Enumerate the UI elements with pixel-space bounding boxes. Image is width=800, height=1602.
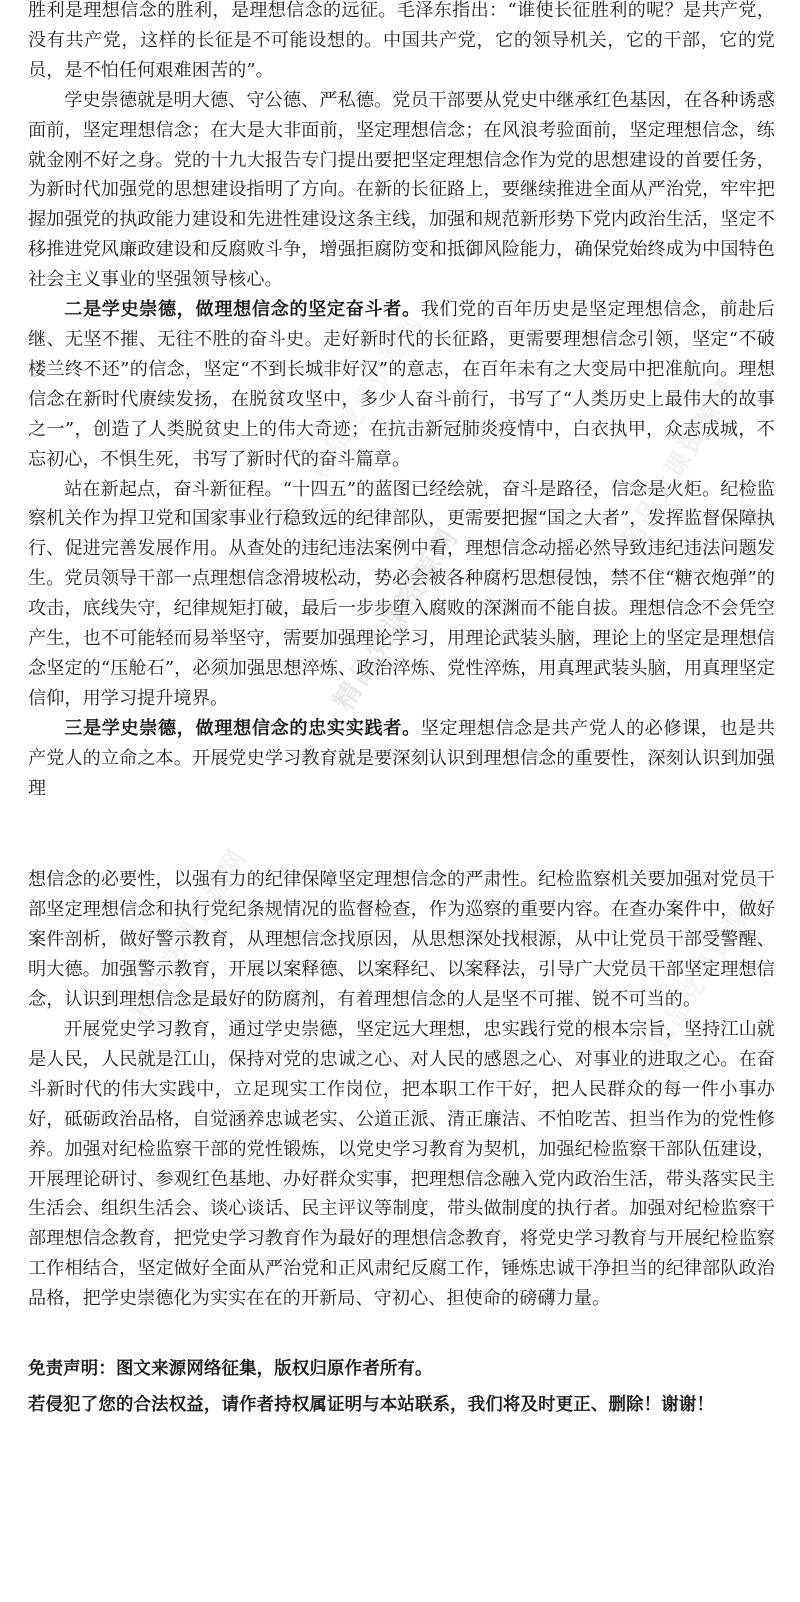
section-heading-lead: 二是学史崇德，做理想信念的坚定奋斗者。 bbox=[64, 299, 421, 321]
paragraph-section-three bbox=[28, 714, 775, 804]
paragraph bbox=[28, 865, 775, 1015]
watermark-text: 精品党课资源网 bbox=[614, 372, 743, 555]
page-break-gap bbox=[28, 803, 775, 865]
section-heading-lead: 三是学史崇德，做理想信念的忠实实践者。 bbox=[64, 717, 421, 739]
bottom-blank-area bbox=[0, 1428, 800, 1598]
paragraph bbox=[28, 475, 775, 714]
disclaimer-line-1: 免责声明：图文来源网络征集，版权归原作者所有。 bbox=[28, 1359, 433, 1380]
paragraph-text: 站在新起点，奋斗新征程。“十四五”的蓝图已经绘就，奋斗是路径，信念是火炬。纪检监察机关作为捍卫党和国家事业行稳致远的纪律部队，更需要把握“国之大者”，发挥监督保障执行、促进完善发展作用。从查处的违纪违法案例中看，理想信念动摇必然导致违纪违法问题发生。党员领导干部一点理想信念滑坡松动，势必会被各种腐朽思想侵蚀，禁不住“糖衣炮弹”的攻击，底线失守，纪律规矩打破，最后一步步堕入腐败的深渊而不能自拔。理想信念不会凭空产生，也不可能轻而易举坚守，需要加强理论学习，用理论武装头脑，理论上的坚定是理想信念坚定的“压舱石”，必须加强思想淬炼、政治淬炼、党性淬炼，用真理武装头脑，用真理坚定信仰，用学习提升境界。 bbox=[28, 478, 775, 709]
paragraph bbox=[28, 1015, 775, 1314]
paragraph-text: 坚定理想信念是共产党人的必修课，也是共产党人的立命之本。开展党史学习教育就是要深刻认识到理想信念的重要性，深刻认识到加强理 bbox=[28, 717, 775, 799]
disclaimer-line-2: 若侵犯了您的合法权益，请作者持权属证明与本站联系，我们将及时更正、删除！谢谢！ bbox=[28, 1395, 715, 1416]
disclaimer-block bbox=[0, 1356, 800, 1419]
paragraph-text: 开展党史学习教育，通过学史崇德，坚定远大理想，忠实践行党的根本宗旨，坚持江山就是人民，人民就是江山，保持对党的忠诚之心、对人民的感恩之心、对事业的进取之心。在奋斗新时代的伟大实践中，立足现实工作岗位，把本职工作干好，把人民群众的每一件小事办好，砥砺政治品格，自觉涵养忠诚老实、公道正派、清正廉洁、不怕吃苦、担当作为的党性修养。加强对纪检监察干部的党性锻炼，以党史学习教育为契机，加强纪检监察干部队伍建设，开展理论研讨、参观红色基地、办好群众实事，把理想信念融入党内政治生活，带头落实民主生活会、组织生活会、谈心谈话、民主评议等制度，带头做制度的执行者。加强对纪检监察干部理想信念教育，把党史学习教育作为最好的理想信念教育，将党史学习教育与开展纪检监察工作相结合，坚定做好全面从严治党和正风肃纪反腐工作，锤炼忠诚干净担当的纪律部队政治品格，把学史崇德化为实实在在的开新局、守初心、担使命的磅礴力量。 bbox=[28, 1019, 775, 1310]
paragraph-text: 想信念的必要性，以强有力的纪律保障坚定理想信念的严肃性。纪检监察机关要加强对党员干部坚定理想信念和执行党纪条规情况的监督检查，作为巡察的重要内容。在查办案件中，做好案件剖析，做好警示教育，从理想信念找原因，从思想深处找根源，从中让党员干部受警醒、明大德。加强警示教育，开展以案释德、以案释纪、以案释法，引导广大党员干部坚定理想信念，认识到理想信念是最好的防腐剂，有着理想信念的人是坚不可摧、锐不可当的。 bbox=[28, 869, 775, 1011]
paragraph bbox=[28, 86, 775, 295]
paragraph-section-two bbox=[28, 295, 775, 474]
paragraph-text: 我们党的百年历史是坚定理想信念，前赴后继、无坚不摧、无往不胜的奋斗史。走好新时代的长征路，更需要理想信念引领，坚定“不破楼兰终不还”的信念，坚定“不到长城非好汉”的意志，在百年未有之大变局中把准航向。理想信念在新时代赓续发扬，在脱贫攻坚中，多少人奋斗前行，书写了“人类历史上最伟大的故事之一”，创造了人类脱贫史上的伟大奇迹；在抗击新冠肺炎疫情中，白衣执甲，众志成城，不忘初心，不惧生死，书写了新时代的奋斗篇章。 bbox=[28, 299, 775, 470]
paragraph-text: 学史崇德就是明大德、守公德、严私德。党员干部要从党史中继承红色基因，在各种诱惑面前，坚定理想信念；在大是大非面前，坚定理想信念；在风浪考验面前，坚定理想信念，练就金刚不好之身。党的十九大报告专门提出要把坚定理想信念作为党的思想建设的首要任务，为新时代加强党的思想建设指明了方向。在新的长征路上，要继续推进全面从严治党，牢牢把握加强党的执政能力建设和先进性建设这条主线，加强和规范新形势下党内政治生活，坚定不移推进党风廉政建设和反腐败斗争，增强拒腐防变和抵御风险能力，确保党始终成为中国特色社会主义事业的坚强领导核心。 bbox=[28, 89, 775, 291]
watermark-text: 精品党课资源网 bbox=[327, 521, 466, 717]
spacer bbox=[0, 1314, 800, 1356]
paragraph bbox=[28, 0, 775, 86]
watermark-text: 精品党课资源网 bbox=[124, 842, 253, 1025]
paragraph-text: 胜利是理想信念的胜利，是理想信念的远征。毛泽东指出：“谁使长征胜利的呢？是共产党，没有共产党，这样的长征是不可能设想的。中国共产党，它的领导机关，它的干部，它的党员，是不怕任何艰难困苦的”。 bbox=[28, 0, 775, 81]
